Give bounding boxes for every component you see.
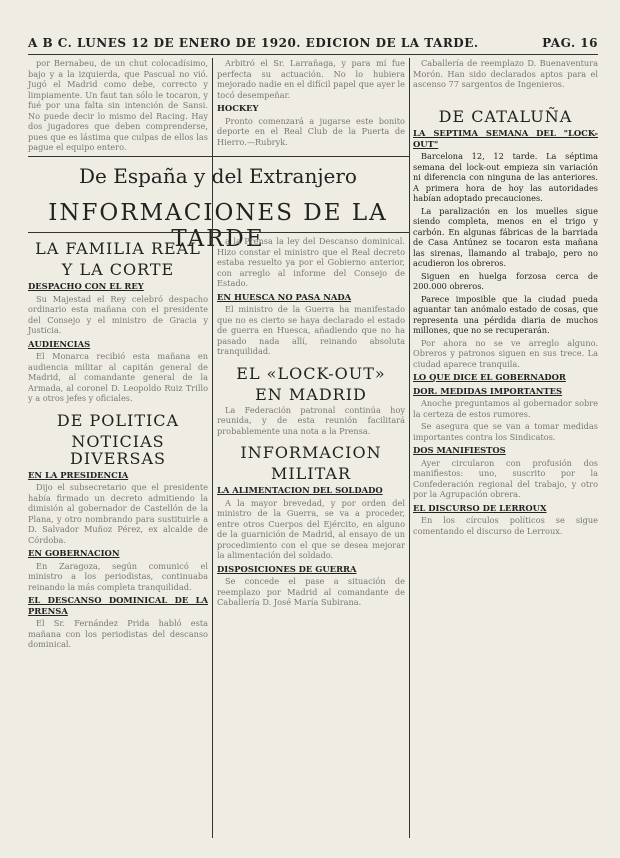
section-rule xyxy=(28,156,410,157)
article-text: El ministro de la Guerra ha manifestado que no es cierto se haya declarado el estado de guerra en Huesca, añadiendo que no ha pasado nada allí, reinando absoluta tranquilidad. xyxy=(217,304,405,356)
article-text: En los círculos políticos se sigue comentando el discurso de Lerroux. xyxy=(413,515,598,536)
article-text: Barcelona 12, 12 tarde. La séptima semana del lock-out empieza sin variación ni diferencia con ninguna de las anteriores. A primera hora de hoy las autoridades habían adoptado precauciones. xyxy=(413,151,598,203)
subsection-title: EL DISCURSO DE LERROUX xyxy=(413,502,547,513)
subsection-title: AUDIENCIAS xyxy=(28,338,91,349)
subsection-title: DOR. MEDIDAS IMPORTANTES xyxy=(413,385,563,396)
top-right-column xyxy=(413,58,598,92)
article-text: Arbitró el Sr. Larrañaga, y para mí fue perfecta su actuación. No lo hubiera mejorado nadie en el difícil papel que ayer le tocó desempeñar. xyxy=(217,58,405,100)
article-text: Por ahora no se ve arreglo alguno. Obreros y patronos siguen en sus trece. La ciudad aparece tranquila. xyxy=(413,337,598,369)
article-text: La Federación patronal continúa hoy reunida, y de esta reunión facilitará probablemente una nota a la Prensa. xyxy=(217,404,405,436)
header-rule xyxy=(28,54,598,55)
section-title: MILITAR xyxy=(270,464,352,483)
middle-column xyxy=(217,236,405,610)
section-title: DE CATALUÑA xyxy=(438,107,573,126)
article-text: En Zaragoza, según comunicó el ministro a los periodistas, continuaba reinando la más completa tranquilidad. xyxy=(28,560,208,592)
article-text: Ayer circularon con profusión dos manifiestos: uno, suscrito por la Confederación regional del trabajo, y otro por la Agrupación obrera. xyxy=(413,457,598,499)
section-title: LA FAMILIA REAL xyxy=(35,239,201,258)
left-column xyxy=(28,236,208,652)
column-rule xyxy=(409,58,410,838)
right-column xyxy=(413,104,598,538)
section-title: DE POLITICA xyxy=(56,410,180,430)
subsection-title: EN GOBERNACION xyxy=(28,548,120,558)
article-text: A la mayor brevedad, y por orden del ministro de la Guerra, se va a proceder, entre otros Cuerpos del Ejército, en alguno de la guarnición de Madrid, al ensayo de un procedimiento con el que se desea mejorar la alimentación del soldado. xyxy=(217,497,405,560)
subsection-title: DOS MANIFIESTOS xyxy=(413,445,506,455)
section-title: NOTICIAS DIVERSAS xyxy=(70,431,166,468)
section-title: Y LA CORTE xyxy=(61,260,175,279)
subsection-title: DESPACHO CON EL REY xyxy=(28,281,144,291)
article-text: El Sr. Fernández Prida habló esta mañana con los periodistas del descanso dominical. xyxy=(28,618,208,649)
article-text: Se concede el pase a situación de reemplazo por Madrid al comandante de Caballería D. José María Subirana. xyxy=(217,576,405,607)
banner-rule xyxy=(28,232,410,233)
subsection-title: DISPOSICIONES DE GUERRA xyxy=(217,563,357,574)
article-text: Siguen en huelga forzosa cerca de 200.000 obreros. xyxy=(413,270,598,291)
subsection-title: LO QUE DICE EL GOBERNADOR xyxy=(413,372,566,382)
article-text: a la Prensa la ley del Descanso dominical. Hizo constar el ministro que el Real decreto estaba resuelto ya por el Gobierno anterior, con arreglo al informe del Consejo de Estado. xyxy=(217,236,405,288)
article-text: Caballería de reemplazo D. Buenaventura Morón. Han sido declarados aptos para el ascenso 77 sargentos de Ingenieros. xyxy=(413,58,598,89)
subsection-title: EN LA PRESIDENCIA xyxy=(28,469,129,480)
section-title: EN MADRID xyxy=(255,384,367,404)
top-middle-column xyxy=(217,58,405,149)
subsection-title: EN HUESCA NO PASA NADA xyxy=(217,291,352,302)
article-text: Dijo el subsecretario que el presidente había firmado un decreto admitiendo la dimisión al gobernador de Castellón de la Plana, y otro nombrando para sustituirle a D. Salvador Muñoz Pérez, ex alcalde de Córdoba. xyxy=(28,482,208,545)
section-title: EL «LOCK-OUT» xyxy=(236,363,386,383)
article-text: La paralización en los muelles sigue siendo completa, menos en el trigo y carbón. En algunas fábricas de la barriada de Casa Antúnez se tocaron esta mañana las sirenas, llamando al trabajo, pero no acudieron los obreros. xyxy=(413,205,598,268)
article-text: El Monarca recibió esta mañana en audiencia militar al capitán general de Madrid, al comandante general de la Armada, al coronel D. Leopoldo Ruiz Trillo y a otros jefes y oficiales. xyxy=(28,351,208,403)
section-title: INFORMACION xyxy=(240,443,382,462)
article-text: por Bernabeu, de un chut colocadísimo, bajo y a la izquierda, que Pascual no vió. Jugó el Madrid como debe, correcto y limpiamente. Un faut tan sólo le tocaron, y fué por una falta sin intención de Sansi. No puede decir lo mismo del Racing. Hay dos jugadores que deben comprenderse, pues que es lástima que culpas de ellos las pague el equipo entero. xyxy=(28,58,208,152)
article-text: Pronto comenzará a jugarse este bonito deporte en el Real Club de la Puerta de Hierro.—Rubryk. xyxy=(217,115,405,147)
top-left-column xyxy=(28,58,208,155)
article-text: Se asegura que se van a tomar medidas importantes contra los Sindicatos. xyxy=(413,421,598,442)
header-page: PAG. 16 xyxy=(542,36,598,50)
article-text: Parece imposible que la ciudad pueda aguantar tan anómalo estado de cosas, que representa una pérdida diaria de muchos millones, que no se recuperarán. xyxy=(413,293,598,335)
page-header xyxy=(28,36,598,52)
header-left: A B C. LUNES 12 DE ENERO DE 1920. EDICION DE LA TARDE. xyxy=(28,36,479,50)
subsection-title: LA SEPTIMA SEMANA DEL "LOCK-OUT" xyxy=(413,128,598,149)
subsection-title: LA ALIMENTACION DEL SOLDADO xyxy=(217,485,383,495)
banner-title: De España y del Extranjero xyxy=(79,164,357,188)
banner-headline: INFORMACIONES DE LA TARDE xyxy=(48,200,388,252)
article-text: Anoche preguntamos al gobernador sobre la certeza de estos rumores. xyxy=(413,398,598,419)
section-title: HOCKEY xyxy=(217,103,259,113)
subsection-title: EL DESCANSO DOMINICAL DE LA PRENSA xyxy=(28,595,208,616)
column-rule xyxy=(212,58,213,838)
article-text: Su Majestad el Rey celebró despacho ordinario esta mañana con el presidente del Consejo y el ministro de Gracia y Justicia. xyxy=(28,293,208,335)
